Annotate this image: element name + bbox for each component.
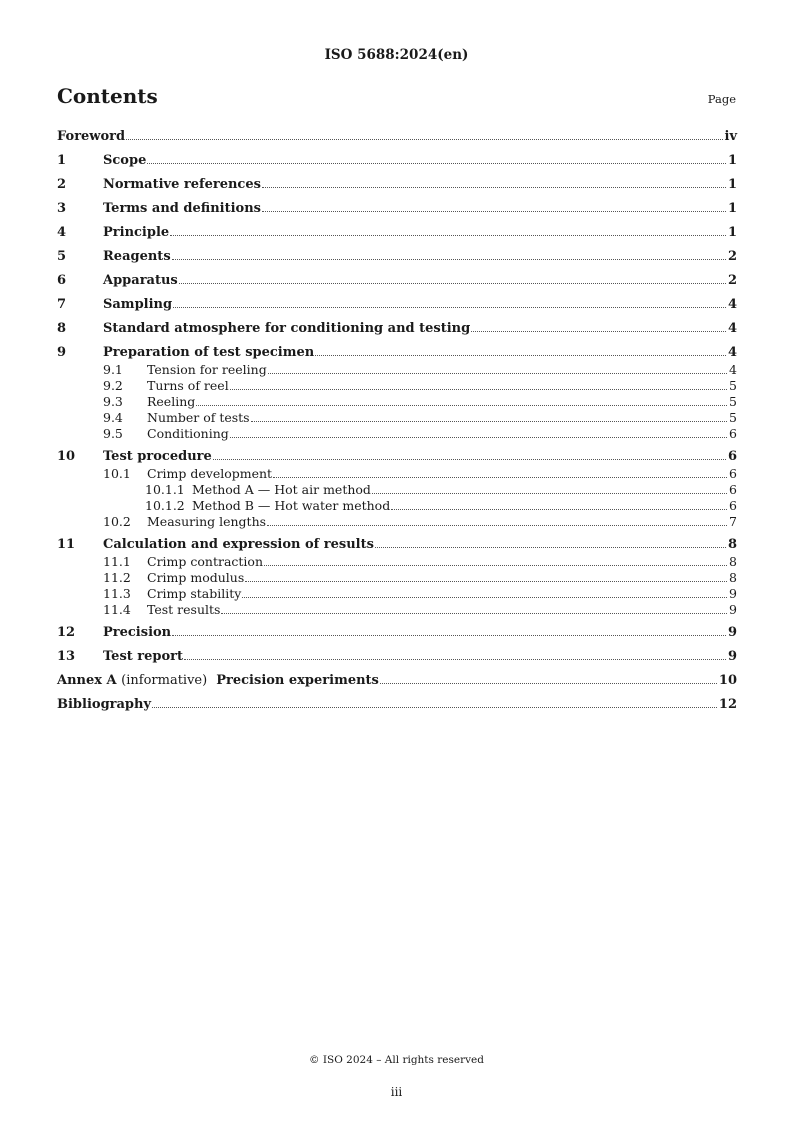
toc-entry-number: 10.1 <box>103 466 131 481</box>
toc-entry-page: 1 <box>727 225 737 240</box>
toc-entry[interactable] <box>57 362 737 378</box>
toc-entry[interactable] <box>57 410 737 426</box>
toc-entry-title: Principle <box>103 225 170 240</box>
toc-annex-note: (informative) <box>121 673 208 688</box>
toc-entry[interactable] <box>57 586 737 602</box>
toc-entry-page: 4 <box>729 362 737 377</box>
toc-entry-title: Test report <box>103 649 184 664</box>
toc-entry-number: 12 <box>57 625 76 640</box>
toc-dot-leader <box>245 581 727 582</box>
toc-entry-page: 4 <box>727 297 737 312</box>
toc-entry-title: Normative references <box>103 177 261 192</box>
toc-entry-number: 2 <box>57 177 67 192</box>
toc-entry-page: 9 <box>727 625 737 640</box>
toc-entry-number: 9.3 <box>103 394 123 409</box>
toc-entry-number: 11.2 <box>103 570 131 585</box>
toc-entry-page: 2 <box>727 273 737 288</box>
toc-dot-leader <box>152 707 717 708</box>
toc-entry[interactable] <box>57 201 737 218</box>
toc-entry[interactable] <box>57 482 737 498</box>
toc-entry[interactable] <box>57 498 737 514</box>
toc-entry-page: 5 <box>729 394 737 409</box>
toc-entry[interactable] <box>57 177 737 194</box>
toc-entry[interactable] <box>57 697 737 714</box>
toc-entry-page: 12 <box>718 697 737 712</box>
toc-dot-leader <box>380 683 717 684</box>
toc-entry-number: 10 <box>57 449 76 464</box>
toc-entry-number: 4 <box>57 225 67 240</box>
toc-entry[interactable] <box>57 673 737 690</box>
page-title: Contents <box>57 84 158 108</box>
toc-dot-leader <box>172 259 726 260</box>
toc-entry-number: 9.2 <box>103 378 123 393</box>
toc-entry-page: 9 <box>729 602 737 617</box>
toc-entry-title: Tension for reeling <box>147 362 267 377</box>
toc-entry-number: 11.4 <box>103 602 131 617</box>
toc-dot-leader <box>262 211 726 212</box>
toc-entry-title: Crimp contraction <box>147 554 263 569</box>
toc-entry[interactable] <box>57 554 737 570</box>
toc-entry[interactable] <box>57 514 737 530</box>
toc-dot-leader <box>230 389 727 390</box>
toc-entry-title: Test results <box>147 602 221 617</box>
toc-entry[interactable] <box>57 394 737 410</box>
toc-entry-title: Reagents <box>103 249 171 264</box>
toc-entry-page: 8 <box>729 554 737 569</box>
toc-entry-title: Method B — Hot water method <box>192 498 391 513</box>
toc-entry-title: Calculation and expression of results <box>103 537 374 552</box>
toc-dot-leader <box>172 635 726 636</box>
toc-dot-leader <box>391 509 727 510</box>
toc-dot-leader <box>264 565 727 566</box>
toc-entry-title: Measuring lengths <box>147 514 267 529</box>
toc-entry[interactable] <box>57 249 737 266</box>
toc-entry-page: 7 <box>729 514 737 529</box>
toc-dot-leader <box>196 405 727 406</box>
toc-entry[interactable] <box>57 649 737 666</box>
toc-entry[interactable] <box>57 129 737 146</box>
toc-entry-page: 5 <box>729 378 737 393</box>
toc-entry-number: 9.5 <box>103 426 123 441</box>
toc-entry[interactable] <box>57 273 737 290</box>
toc-dot-leader <box>375 547 726 548</box>
toc-entry[interactable] <box>57 426 737 442</box>
toc-entry-number: 3 <box>57 201 67 216</box>
toc-dot-leader <box>213 459 726 460</box>
toc-dot-leader <box>147 163 726 164</box>
toc-entry-number: 10.1.2 <box>145 498 185 513</box>
toc-entry-number: 8 <box>57 321 67 336</box>
toc-entry[interactable] <box>57 570 737 586</box>
toc-entry-title: Test procedure <box>103 449 212 464</box>
toc-dot-leader <box>230 437 727 438</box>
toc-entry-page: 8 <box>727 537 737 552</box>
toc-entry-title: Turns of reel <box>147 378 229 393</box>
toc-entry-page: 6 <box>727 449 737 464</box>
toc-dot-leader <box>173 307 726 308</box>
toc-entry[interactable] <box>57 297 737 314</box>
toc-dot-leader <box>221 613 727 614</box>
toc-entry-page: 2 <box>727 249 737 264</box>
toc-entry[interactable] <box>57 449 737 466</box>
toc-entry-page: 1 <box>727 201 737 216</box>
toc-entry-title: Crimp modulus <box>147 570 245 585</box>
toc-entry-number: 9.4 <box>103 410 123 425</box>
copyright-footer: © ISO 2024 – All rights reserved <box>309 1054 484 1066</box>
toc-annex-label: Annex A <box>57 673 117 688</box>
toc-entry-page: 9 <box>729 586 737 601</box>
toc-entry-title: Crimp stability <box>147 586 242 601</box>
toc-entry-title: Crimp development <box>147 466 273 481</box>
toc-dot-leader <box>179 283 726 284</box>
toc-entry-number: 5 <box>57 249 67 264</box>
toc-entry-title: Reeling <box>147 394 196 409</box>
toc-entry-number: 1 <box>57 153 67 168</box>
toc-entry[interactable] <box>57 378 737 394</box>
toc-entry-page: iv <box>724 129 737 144</box>
toc-dot-leader <box>170 235 726 236</box>
toc-entry-title: Method A — Hot air method <box>192 482 371 497</box>
toc-entry-number: 10.1.1 <box>145 482 185 497</box>
toc-dot-leader <box>267 525 727 526</box>
toc-entry[interactable] <box>57 602 737 618</box>
toc-entry-title: Conditioning <box>147 426 229 441</box>
toc-dot-leader <box>372 493 727 494</box>
page-column-label: Page <box>707 92 736 106</box>
toc-dot-leader <box>242 597 727 598</box>
toc-dot-leader <box>471 331 726 332</box>
toc-entry-number: 6 <box>57 273 67 288</box>
toc-entry-number: 7 <box>57 297 67 312</box>
toc-entry-title: Terms and definitions <box>103 201 261 216</box>
toc-entry-page: 4 <box>727 345 737 360</box>
toc-dot-leader <box>184 659 726 660</box>
toc-entry[interactable] <box>57 153 737 170</box>
page-number: iii <box>390 1085 403 1099</box>
toc-dot-leader <box>273 477 727 478</box>
toc-entry-page: 4 <box>727 321 737 336</box>
toc-entry-title: Apparatus <box>103 273 178 288</box>
toc-entry[interactable] <box>57 225 737 242</box>
toc-entry[interactable] <box>57 345 737 362</box>
toc-dot-leader <box>268 373 727 374</box>
toc-entry[interactable] <box>57 321 737 338</box>
toc-entry-title: Preparation of test specimen <box>103 345 315 360</box>
toc-entry-number: 11.3 <box>103 586 131 601</box>
toc-entry-page: 8 <box>729 570 737 585</box>
toc-entry-number: 9.1 <box>103 362 123 377</box>
toc-entry-title: Bibliography <box>57 697 152 712</box>
toc-entry-number: 11.1 <box>103 554 131 569</box>
toc-entry[interactable] <box>57 625 737 642</box>
toc-entry-title: Scope <box>103 153 147 168</box>
toc-entry-number: 10.2 <box>103 514 131 529</box>
toc-dot-leader <box>126 139 722 140</box>
document-id-header: ISO 5688:2024(en) <box>324 47 469 63</box>
toc-entry-title: Precision <box>103 625 172 640</box>
toc-entry-page: 6 <box>729 482 737 497</box>
toc-entry-title: Standard atmosphere for conditioning and testing <box>103 321 471 336</box>
toc-entry-title: Precision experiments <box>216 673 379 688</box>
toc-entry-number: 13 <box>57 649 76 664</box>
toc-dot-leader <box>315 355 726 356</box>
toc-entry-page: 6 <box>729 426 737 441</box>
toc-entry[interactable] <box>57 537 737 554</box>
toc-entry-title: Foreword <box>57 129 126 144</box>
toc-dot-leader <box>262 187 726 188</box>
toc-entry-page: 6 <box>729 498 737 513</box>
toc-entry[interactable] <box>57 466 737 482</box>
table-of-contents <box>57 129 737 714</box>
toc-entry-number: 11 <box>57 537 76 552</box>
toc-entry-page: 10 <box>718 673 737 688</box>
toc-dot-leader <box>251 421 727 422</box>
toc-entry-page: 1 <box>727 153 737 168</box>
toc-entry-page: 6 <box>729 466 737 481</box>
toc-entry-page: 1 <box>727 177 737 192</box>
toc-entry-title: Number of tests <box>147 410 250 425</box>
toc-entry-page: 5 <box>729 410 737 425</box>
toc-entry-title: Sampling <box>103 297 173 312</box>
toc-entry-number: 9 <box>57 345 67 360</box>
toc-entry-page: 9 <box>727 649 737 664</box>
